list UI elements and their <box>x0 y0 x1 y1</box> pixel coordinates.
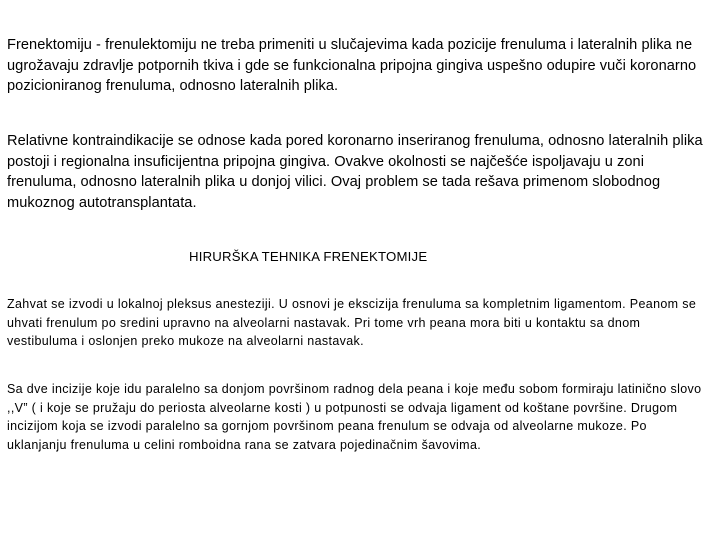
paragraph-procedure: Zahvat se izvodi u lokalnoj pleksus anesteziji. U osnovi je ekscizija frenuluma sa kompletnim ligamentom. Peanom se uhvati frenulum po sredini upravno na alveolarni nastavak. Pri tome vrh peana mora biti u kontaktu sa dnom vestibuluma i oslonjen preko mukoze na alveolarni nastavak. <box>7 297 697 349</box>
paragraph-indications: Frenektomiju - frenulektomiju ne treba primeniti u slučajevima kada pozicije frenuluma i lateralnih plika ne ugrožavaju zdravlje potpornih tkiva i gde se funkcionalna pripojna gingiva uspešno odupire vuči koronarno pozicioniranog frenuluma, odnosno lateralnih plika. <box>7 37 697 94</box>
section-heading: HIRURŠKA TEHNIKA FRENEKTOMIJE <box>189 249 428 264</box>
paragraph-incisions: Sa dve incizije koje idu paralelno sa donjom površinom radnog dela peana i koje među sobom formiraju latinično slovo ,,V” ( i koje se pružaju do periosta alveolarne kosti ) u potpunosti se odvaja ligament od koštane površine. Drugom incizijom koja se izvodi paralelno sa gornjom površinom peana frenulum se odvaja od alveolarne mukoze. Po uklanjanju frenuluma u celini romboidna rana se zatvara pojedinačnim šavovima. <box>7 382 702 452</box>
paragraph-contraindications: Relativne kontraindikacije se odnose kada pored koronarno inseriranog frenuluma, odnosno lateralnih plika postoji i regionalna insuficijentna pripojna gingiva. Ovakve okolnosti se najčešće ispoljavaju u zoni frenuluma, odnosno lateralnih plika u donjoj vilici. Ovaj problem se tada rešava primenom slobodnog mukoznog autotransplantata. <box>7 133 703 211</box>
